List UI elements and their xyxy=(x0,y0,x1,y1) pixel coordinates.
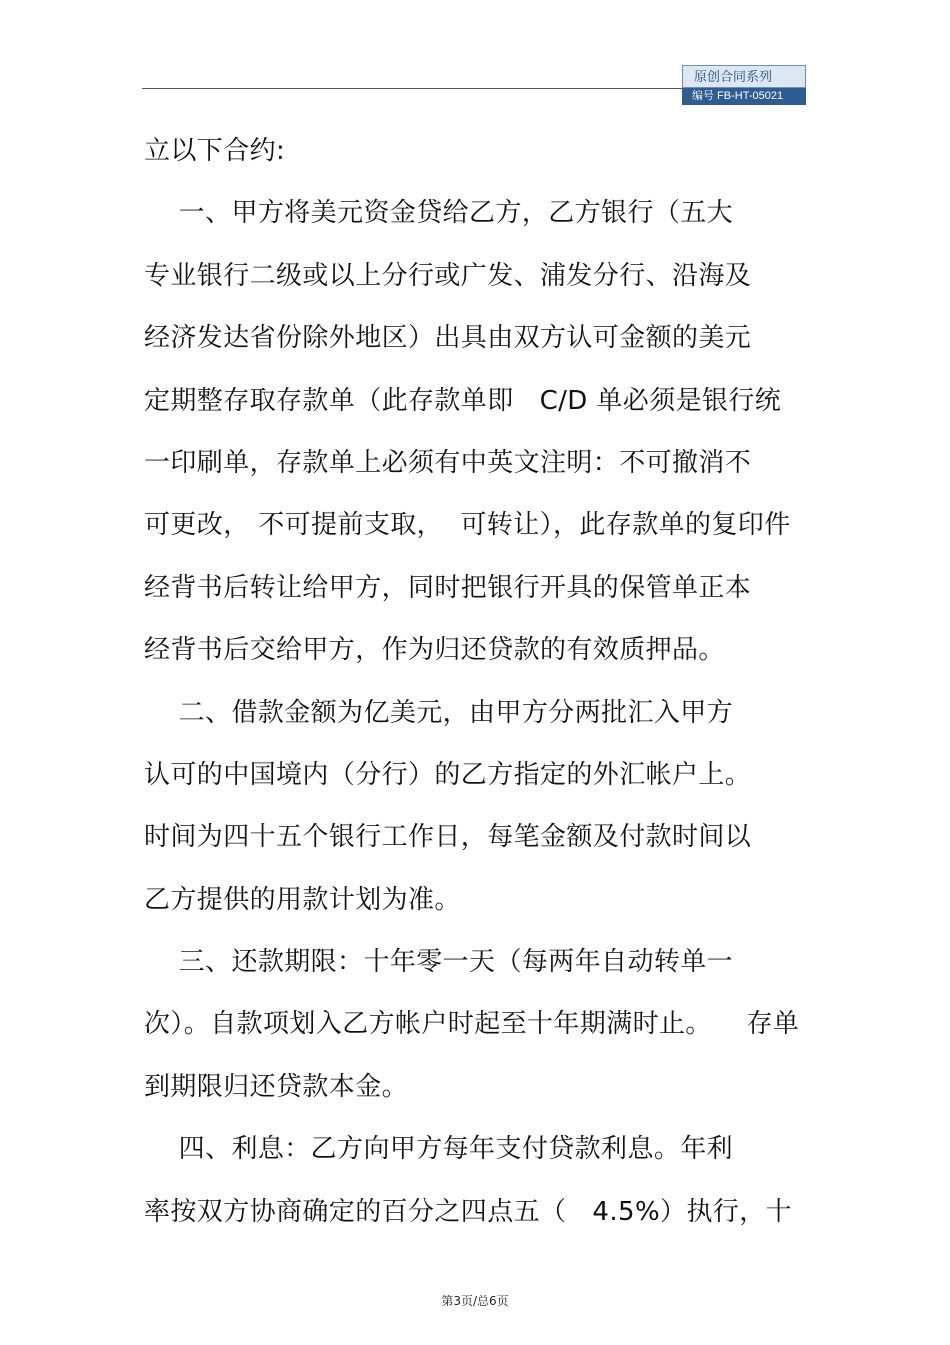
body-line: 乙方提供的用款计划为准。 xyxy=(144,884,461,915)
body-line: 率按双方协商确定的百分之四点五（ 4.5%）执行，十 xyxy=(144,1196,793,1227)
body-line: 经背书后交给甲方，作为归还贷款的有效质押品。 xyxy=(144,635,725,666)
body-line: 一、甲方将美元资金贷给乙方，乙方银行（五大 xyxy=(144,198,734,229)
body-line: 三、还款期限：十年零一天（每两年自动转单一 xyxy=(144,947,734,978)
page-number-footer: 第3页/总6页 xyxy=(441,1294,509,1308)
body-line: 专业银行二级或以上分行或广发、浦发分行、沿海及 xyxy=(144,260,752,291)
document-series-label: 原创合同系列 xyxy=(682,65,806,88)
body-line: 定期整存取存款单（此存款单即 C/D 单必须是银行统 xyxy=(144,385,782,416)
body-line: 经背书后转让给甲方，同时把银行开具的保管单正本 xyxy=(144,572,752,603)
body-line: 时间为四十五个银行工作日，每笔金额及付款时间以 xyxy=(144,822,752,853)
body-line: 四、利息：乙方向甲方每年支付贷款利息。年利 xyxy=(144,1134,734,1165)
body-line: 一印刷单，存款单上必须有中英文注明：不可撤消不 xyxy=(144,447,752,478)
document-series-box xyxy=(682,65,806,105)
header-rule xyxy=(142,88,682,89)
body-line: 认可的中国境内（分行）的乙方指定的外汇帐户上。 xyxy=(144,759,752,790)
body-line: 立以下合约: xyxy=(144,136,286,166)
body-line: 到期限归还贷款本金。 xyxy=(144,1071,409,1102)
body-line: 经济发达省份除外地区）出具由双方认可金额的美元 xyxy=(144,323,752,354)
body-line: 可更改， 不可提前支取， 可转让），此存款单的复印件 xyxy=(144,510,791,541)
contract-body-text xyxy=(144,120,824,1243)
body-line: 二、借款金额为亿美元，由甲方分两批汇入甲方 xyxy=(144,697,734,728)
document-code-label: 编号 FB-HT-05021 xyxy=(682,88,806,105)
body-line: 次）。自款项划入乙方帐户时起至十年期满时止。 存单 xyxy=(144,1009,800,1040)
